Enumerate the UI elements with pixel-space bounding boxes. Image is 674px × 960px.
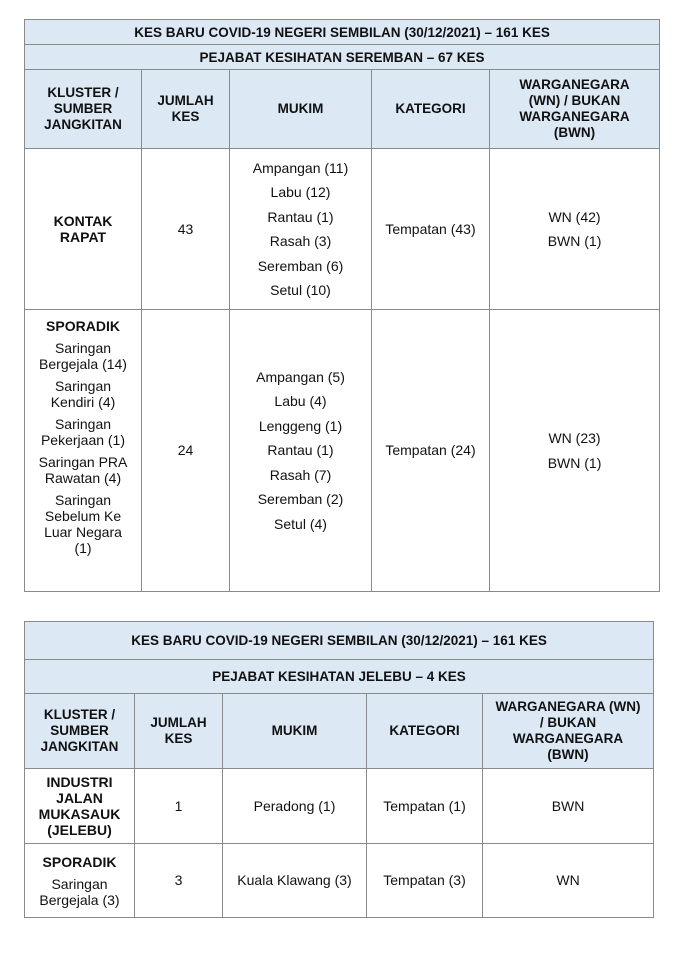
header-kluster: KLUSTER / SUMBER JANGKITAN xyxy=(25,70,142,149)
header-warganegara: WARGANEGARA (WN) / BUKAN WARGANEGARA (BWN) xyxy=(490,70,660,149)
kategori-cell: Tempatan (3) xyxy=(367,844,483,918)
jelebu-cases-table xyxy=(24,621,654,918)
kluster-cell: SPORADIK Saringan Bergejala (14) Saringan Kendiri (4) Saringan Pekerjaan (1) Saringan PRA Rawatan (4) Saringan Sebelum Ke Luar Negara (1) xyxy=(25,310,142,592)
kategori-cell: Tempatan (24) xyxy=(372,310,490,592)
table-row xyxy=(25,844,654,918)
mukim-cell: Ampangan (5) Labu (4) Lenggeng (1) Rantau (1) Rasah (7) Seremban (2) Setul (4) xyxy=(230,310,372,592)
header-warganegara: WARGANEGARA (WN) / BUKAN WARGANEGARA (BWN) xyxy=(483,694,654,769)
jumlah-cell: 24 xyxy=(142,310,230,592)
header-mukim: MUKIM xyxy=(230,70,372,149)
table-row xyxy=(25,149,660,310)
header-jumlah-kes: JUMLAH KES xyxy=(135,694,223,769)
kategori-cell: Tempatan (43) xyxy=(372,149,490,310)
header-kluster: KLUSTER / SUMBER JANGKITAN xyxy=(25,694,135,769)
warganegara-cell: BWN xyxy=(483,769,654,844)
seremban-cases-table xyxy=(24,19,660,592)
header-kategori: KATEGORI xyxy=(372,70,490,149)
table-subtitle: PEJABAT KESIHATAN JELEBU – 4 KES xyxy=(25,660,654,694)
kategori-cell: Tempatan (1) xyxy=(367,769,483,844)
table-subtitle: PEJABAT KESIHATAN SEREMBAN – 67 KES xyxy=(25,45,660,70)
kluster-cell: KONTAK RAPAT xyxy=(25,149,142,310)
header-kategori: KATEGORI xyxy=(367,694,483,769)
kluster-cell: INDUSTRI JALAN MUKASAUK (JELEBU) xyxy=(25,769,135,844)
mukim-cell: Kuala Klawang (3) xyxy=(223,844,367,918)
table-title: KES BARU COVID-19 NEGERI SEMBILAN (30/12/2021) – 161 KES xyxy=(25,622,654,660)
table-title: KES BARU COVID-19 NEGERI SEMBILAN (30/12/2021) – 161 KES xyxy=(25,20,660,45)
mukim-cell: Ampangan (11) Labu (12) Rantau (1) Rasah (3) Seremban (6) Setul (10) xyxy=(230,149,372,310)
jumlah-cell: 1 xyxy=(135,769,223,844)
table-row xyxy=(25,310,660,592)
warganegara-cell: WN (42) BWN (1) xyxy=(490,149,660,310)
header-mukim: MUKIM xyxy=(223,694,367,769)
jumlah-cell: 43 xyxy=(142,149,230,310)
header-jumlah-kes: JUMLAH KES xyxy=(142,70,230,149)
kluster-cell: SPORADIK Saringan Bergejala (3) xyxy=(25,844,135,918)
table-row xyxy=(25,769,654,844)
warganegara-cell: WN xyxy=(483,844,654,918)
jumlah-cell: 3 xyxy=(135,844,223,918)
warganegara-cell: WN (23) BWN (1) xyxy=(490,310,660,592)
mukim-cell: Peradong (1) xyxy=(223,769,367,844)
